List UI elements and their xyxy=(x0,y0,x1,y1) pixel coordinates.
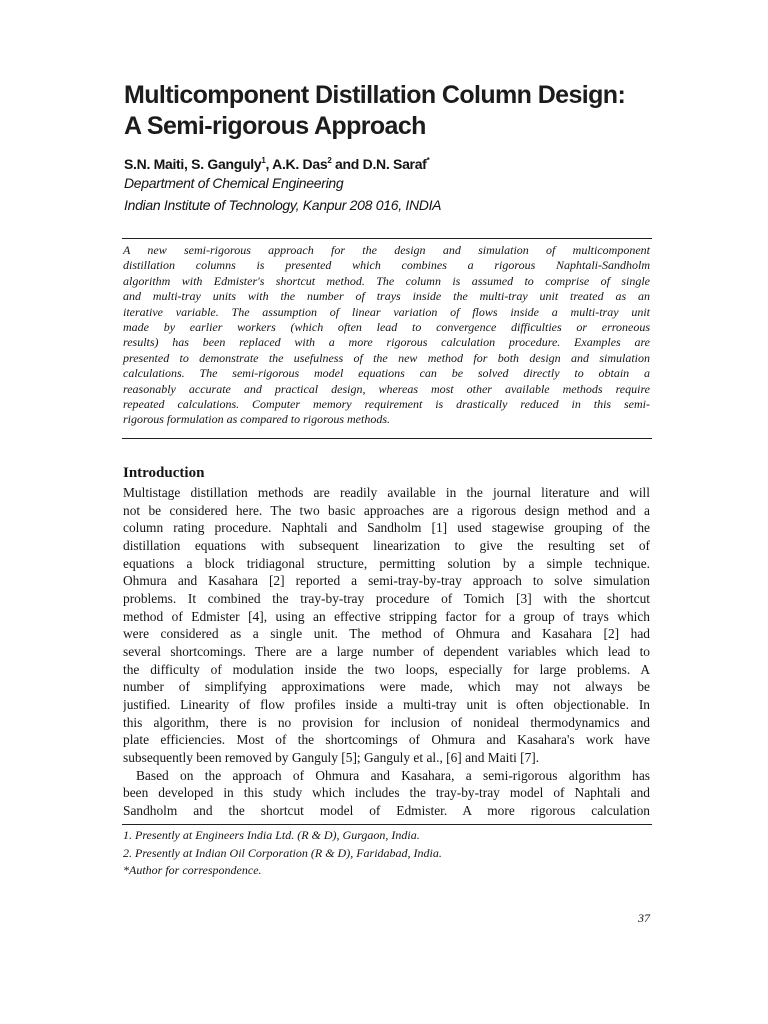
abstract-line: presented to demonstrate the usefulness of the new method for both design and simulation xyxy=(123,350,650,365)
body-line: Based on the approach of Ohmura and Kasahara, a semi-rigorous algorithm has xyxy=(136,767,650,783)
body-line: been developed in this study which includes the tray-by-tray model of Naphtali and xyxy=(123,785,650,801)
footnote-correspondence: *Author for correspondence. xyxy=(123,863,262,877)
introduction-body xyxy=(123,484,650,819)
title-line-1: Multicomponent Distillation Column Design: xyxy=(124,81,626,109)
body-line: number of simplifying approximations were made, which may not always be xyxy=(123,679,650,695)
footnotes xyxy=(123,827,650,880)
page-number: 37 xyxy=(638,911,650,925)
body-line: not be considered here. The two basic approaches are a rigorous design method and a xyxy=(123,502,650,518)
body-line: Ohmura and Kasahara [2] reported a semi-tray-by-tray approach to solve simulation xyxy=(123,573,650,589)
title-line-2: A Semi-rigorous Approach xyxy=(124,112,426,140)
abstract-line: algorithm with Edmister's shortcut method. The column is assumed to comprise of single xyxy=(123,273,650,288)
abstract-line: results) has been replaced with a more rigorous calculation procedure. Examples are xyxy=(123,335,650,350)
abstract xyxy=(123,243,650,428)
abstract-line: A new semi-rigorous approach for the design and simulation of multicomponent xyxy=(123,243,650,257)
footnote-2: 2. Presently at Indian Oil Corporation (R & D), Faridabad, India. xyxy=(123,845,442,860)
body-line: were considered as a single unit. The method of Ohmura and Kasahara [2] had xyxy=(123,626,650,642)
abstract-line: iterative variable. The assumption of linear variation of flows inside a multi-tray unit xyxy=(123,304,650,319)
abstract-line: rigorous formulation as compared to rigorous methods. xyxy=(123,412,391,427)
author-das: , A.K. Das xyxy=(265,156,328,172)
paper-title xyxy=(124,80,684,142)
body-line: justified. Linearity of flow profiles inside a multi-tray unit is often objectionable. In xyxy=(123,696,650,712)
abstract-top-rule xyxy=(122,238,652,239)
abstract-line: repeated calculations. Computer memory requirement is drastically reduced in this semi- xyxy=(123,397,650,412)
abstract-line: made by earlier workers (which often lead to convergence difficulties or erroneous xyxy=(123,320,650,335)
body-line: this algorithm, there is no provision for inclusion of nonideal thermodynamics and xyxy=(123,714,650,730)
footnote-1: 1. Presently at Engineers India Ltd. (R & D), Gurgaon, India. xyxy=(123,828,420,842)
body-line: distillation equations with subsequent linearization to give the resulting set of xyxy=(123,537,650,553)
body-line: problems. It combined the tray-by-tray procedure of Tomich [3] with the shortcut xyxy=(123,590,650,606)
body-line: column rating procedure. Naphtali and Sandholm [1] used stagewise grouping of the xyxy=(123,520,650,536)
section-heading-introduction: Introduction xyxy=(123,465,205,481)
body-line: several shortcomings. There are a large number of dependent variables which lead to xyxy=(123,643,650,659)
abstract-line: calculations. The semi-rigorous model equations can be solved directly to obtain a xyxy=(123,366,650,381)
affiliation-institute: Indian Institute of Technology, Kanpur 208 016, INDIA xyxy=(124,197,442,213)
body-line: equations a block tridiagonal structure, permitting solution by a simple technique. xyxy=(123,555,650,571)
body-line: plate efficiencies. Most of the shortcomings of Ohmura and Kasahara's work have xyxy=(123,732,650,748)
body-line: Sandholm and the shortcut model of Edmister. A more rigorous calculation xyxy=(123,802,650,818)
author-footnote-mark: 2 xyxy=(327,156,332,165)
body-line: the difficulty of modulation inside the two loops, especially for large problems. A xyxy=(123,661,650,677)
abstract-bottom-rule xyxy=(122,438,652,439)
author-maiti-ganguly: S.N. Maiti, S. Ganguly xyxy=(124,156,262,172)
abstract-line: reasonably accurate and practical design, whereas most other available methods require xyxy=(123,381,650,396)
body-line: subsequently been removed by Ganguly [5]; Ganguly et al., [6] and Maiti [7]. xyxy=(123,749,540,765)
footnote-rule xyxy=(122,824,652,825)
author-footnote-mark: * xyxy=(426,156,430,165)
abstract-line: distillation columns is presented which combines a rigorous Naphtali-Sandholm xyxy=(123,258,650,273)
body-line: Multistage distillation methods are readily available in the journal literature and will xyxy=(123,485,650,500)
author-saraf: and D.N. Saraf xyxy=(331,156,427,172)
abstract-line: and multi-tray units with the number of trays inside the multi-tray unit treated as an xyxy=(123,289,650,304)
author-list xyxy=(124,151,429,174)
affiliation-department: Department of Chemical Engineering xyxy=(124,175,344,191)
author-footnote-mark: 1 xyxy=(261,156,266,165)
body-line: method of Edmister [4], using an effective stripping factor for a group of trays which xyxy=(123,608,650,624)
